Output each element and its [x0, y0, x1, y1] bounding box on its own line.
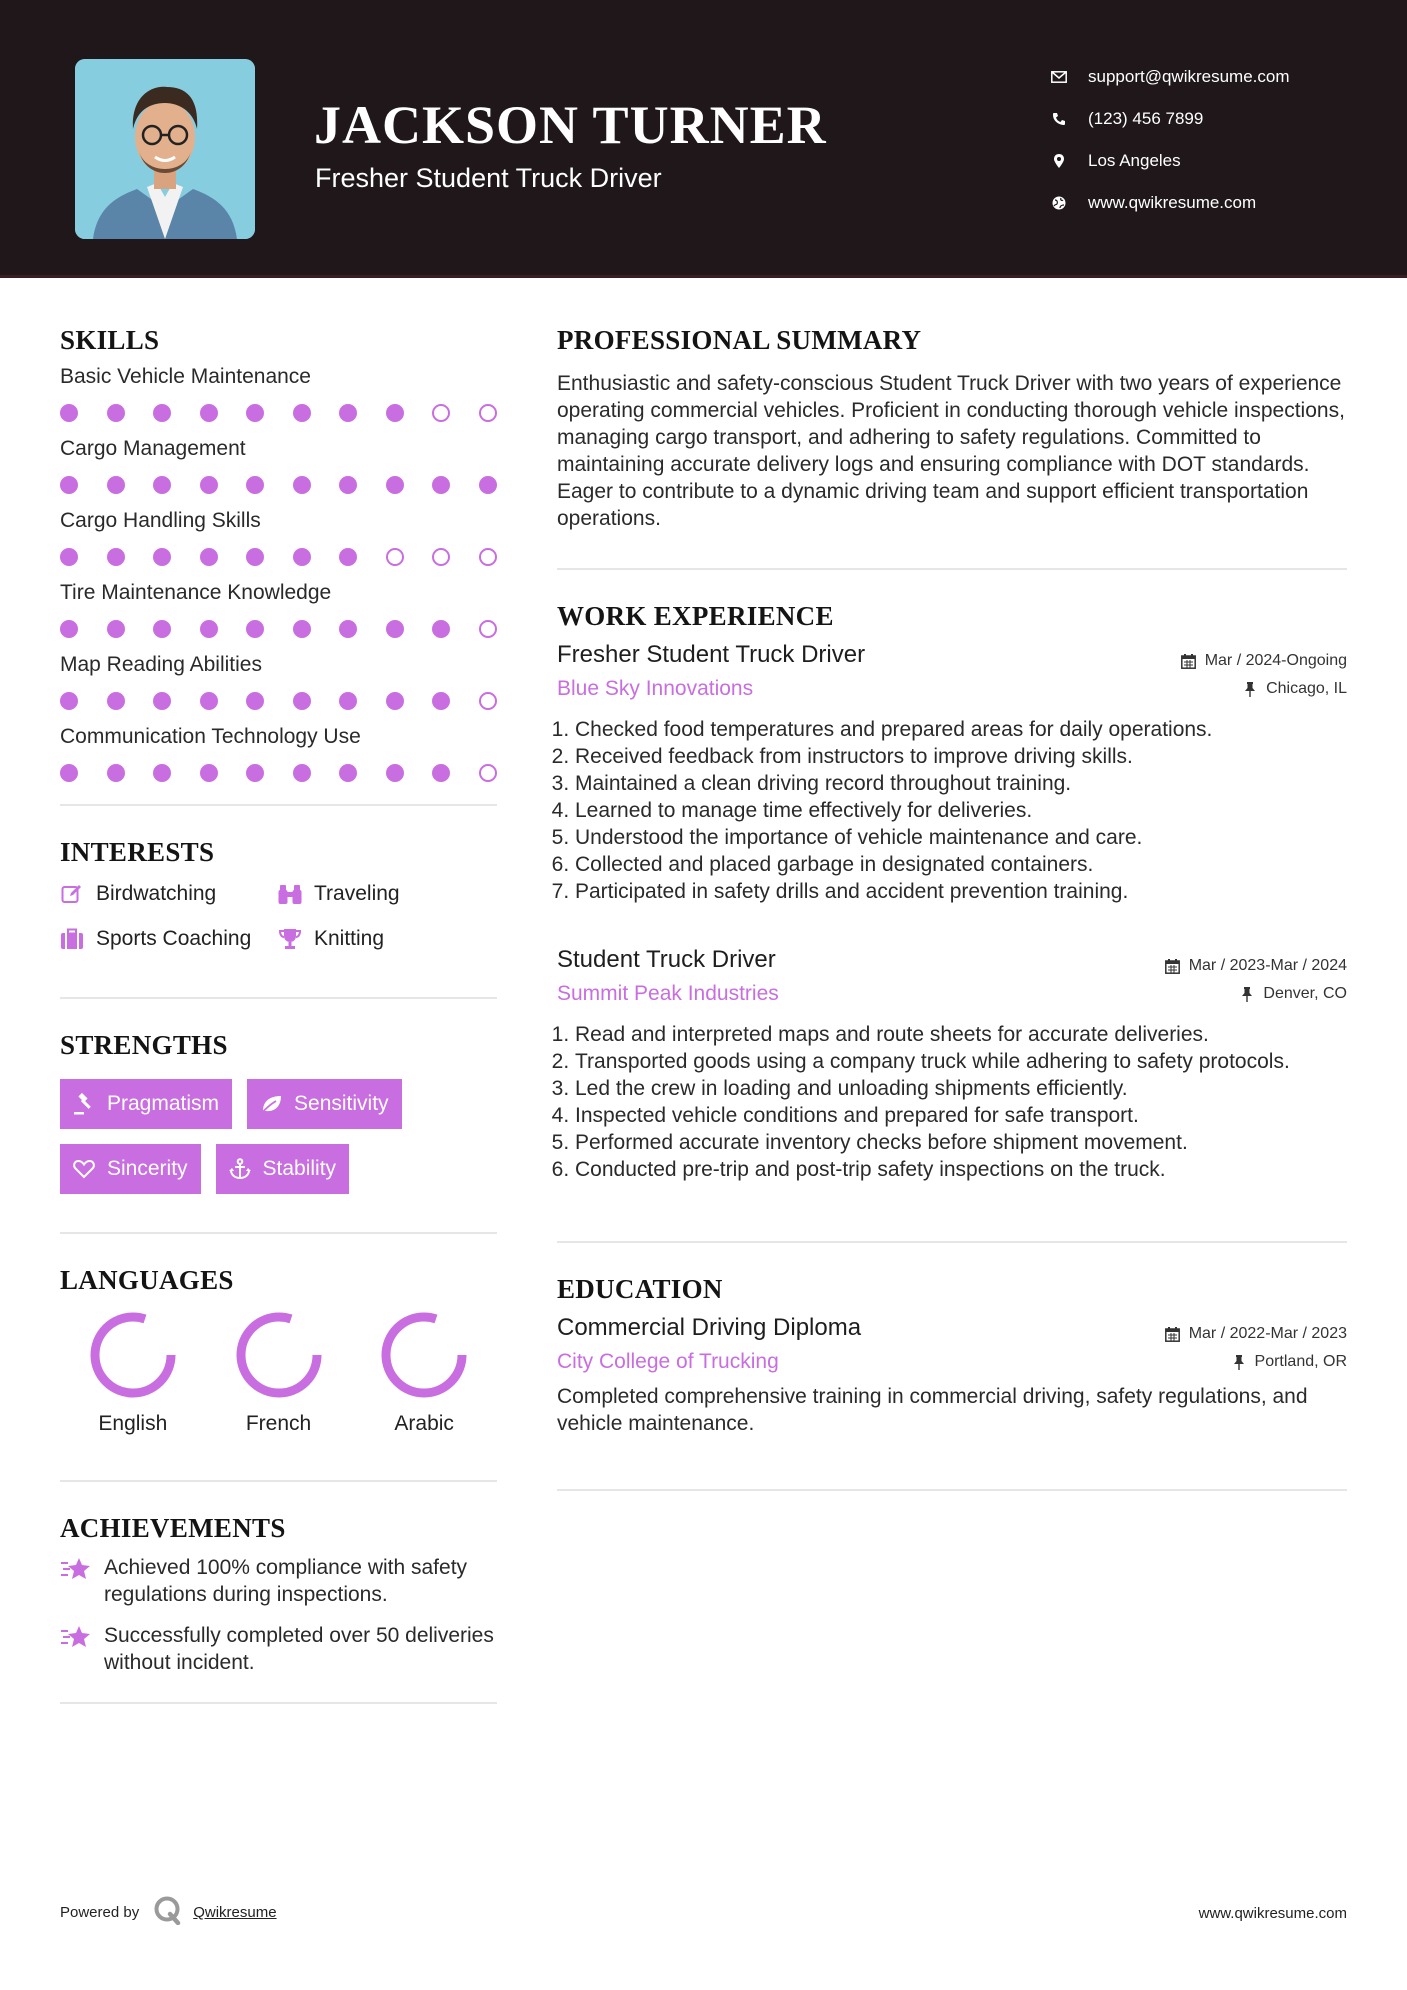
interest-label: Traveling: [314, 882, 400, 905]
skill-name: Tire Maintenance Knowledge: [60, 581, 332, 604]
interest-item: [278, 880, 478, 908]
rating-dot-filled: [153, 692, 171, 710]
job-location-text: Chicago, IL: [1266, 680, 1347, 697]
contact-email[interactable]: [1050, 56, 1290, 98]
job-bullet: 1. Checked food temperatures and prepared areas for daily operations.: [575, 716, 1347, 743]
rating-dot-filled: [246, 476, 264, 494]
rating-dot-filled: [432, 476, 450, 494]
left-column: [60, 320, 497, 1704]
rating-dot-filled: [200, 404, 218, 422]
rating-dot-filled: [339, 692, 357, 710]
rating-dot-filled: [432, 620, 450, 638]
skills-list: [60, 364, 497, 782]
contact-location: [1050, 140, 1290, 182]
job-bullet: 6. Collected and placed garbage in designated containers.: [575, 851, 1347, 878]
rating-dot-filled: [293, 476, 311, 494]
section-title: PROFESSIONAL SUMMARY: [557, 325, 922, 355]
divider: [60, 1702, 497, 1704]
contact-website[interactable]: [1050, 182, 1290, 224]
skill-name: Cargo Management: [60, 437, 246, 460]
rating-dot-filled: [107, 476, 125, 494]
skill-name: Map Reading Abilities: [60, 653, 262, 676]
footer-powered-by: [60, 1895, 277, 1930]
section-title: ACHIEVEMENTS: [60, 1513, 286, 1543]
leaf-icon: [260, 1093, 282, 1115]
language-gauge: [88, 1310, 178, 1400]
pencil-square-icon: [60, 882, 84, 906]
contact-info: [1050, 56, 1290, 224]
rating-dot-filled: [246, 404, 264, 422]
rating-dot-filled: [339, 764, 357, 782]
experience-section: [557, 596, 1347, 1183]
section-title: EDUCATION: [557, 1274, 723, 1304]
section-title: INTERESTS: [60, 837, 215, 867]
rating-dot-filled: [200, 764, 218, 782]
language-item: [351, 1310, 497, 1436]
job-title: Student Truck Driver: [557, 946, 776, 973]
section-title: STRENGTHS: [60, 1030, 228, 1060]
divider: [60, 997, 497, 999]
interests-list: [60, 880, 497, 953]
divider: [557, 568, 1347, 570]
strength-chip: [247, 1079, 402, 1129]
rating-dot-empty: [479, 404, 497, 422]
education-description: Completed comprehensive training in commercial driving, safety regulations, and vehicle maintenance.: [557, 1385, 1308, 1435]
strength-chip: [60, 1144, 201, 1194]
job-location-text: Denver, CO: [1263, 985, 1347, 1002]
skill-name: Communication Technology Use: [60, 725, 361, 748]
strengths-section: [60, 1025, 497, 1194]
interests-section: [60, 832, 497, 953]
rating-dot-empty: [479, 620, 497, 638]
rating-dot-filled: [60, 548, 78, 566]
job-bullets: [557, 716, 1347, 905]
strength-label: Sincerity: [107, 1157, 188, 1180]
heart-icon: [73, 1158, 95, 1180]
language-gauge: [234, 1310, 324, 1400]
job-date: [1181, 652, 1347, 670]
job-date: [1165, 957, 1347, 975]
rating-dot-empty: [386, 548, 404, 566]
education-date: [1165, 1325, 1347, 1343]
phone-text: (123) 456 7899: [1088, 109, 1204, 128]
achievement-text: Achieved 100% compliance with safety regulations during inspections.: [104, 1556, 468, 1606]
rating-dot-filled: [200, 692, 218, 710]
interest-item: [60, 880, 278, 908]
rating-dot-filled: [153, 548, 171, 566]
powered-by-text: Powered by: [60, 1904, 140, 1921]
anchor-icon: [229, 1158, 251, 1180]
location-text: Los Angeles: [1088, 151, 1181, 170]
rating-dot-filled: [200, 620, 218, 638]
achievement-item: [60, 1554, 497, 1608]
shooting-star-icon: [60, 1622, 92, 1652]
strength-label: Sensitivity: [294, 1092, 389, 1115]
qwikresume-logo-icon: [153, 1895, 183, 1930]
rating-dot-filled: [153, 404, 171, 422]
rating-dot-filled: [479, 476, 497, 494]
trophy-icon: [278, 927, 302, 951]
achievement-text: Successfully completed over 50 deliveries without incident.: [104, 1624, 494, 1674]
education-date-text: Mar / 2022-Mar / 2023: [1188, 1325, 1347, 1342]
job-bullet: 5. Performed accurate inventory checks before shipment movement.: [575, 1129, 1347, 1156]
languages-list: [60, 1310, 497, 1436]
rating-dot-filled: [107, 404, 125, 422]
school-name: City College of Trucking: [557, 1350, 779, 1373]
job-bullet: 6. Conducted pre-trip and post-trip safety inspections on the truck.: [575, 1156, 1347, 1183]
interest-item: [60, 925, 278, 953]
rating-dot-filled: [293, 764, 311, 782]
degree-title: Commercial Driving Diploma: [557, 1314, 862, 1341]
rating-dot-filled: [246, 620, 264, 638]
footer-website[interactable]: www.qwikresume.com: [1198, 1905, 1347, 1922]
rating-dot-filled: [107, 692, 125, 710]
skill-name: Cargo Handling Skills: [60, 509, 261, 532]
divider: [60, 804, 497, 806]
divider: [60, 1232, 497, 1234]
language-item: [60, 1310, 206, 1436]
language-item: [206, 1310, 352, 1436]
rating-dot-filled: [60, 620, 78, 638]
gavel-icon: [73, 1093, 95, 1115]
rating-dot-filled: [339, 548, 357, 566]
job-bullet: 3. Led the crew in loading and unloading shipments efficiently.: [575, 1075, 1347, 1102]
language-name: English: [98, 1412, 168, 1435]
skill-rating: [60, 620, 497, 638]
rating-dot-filled: [386, 692, 404, 710]
strength-label: Pragmatism: [107, 1092, 220, 1115]
company-name: Summit Peak Industries: [557, 982, 779, 1005]
language-gauge-arc: [386, 1317, 462, 1393]
skill-rating: [60, 476, 497, 494]
rating-dot-empty: [479, 548, 497, 566]
summary-text: Enthusiastic and safety-conscious Student Truck Driver with two years of experience operating commercial vehicles. Proficient in conducting thorough vehicle inspections, managing cargo transport, and adhering to safety regulations. Committed to maintaining accurate delivery logs and ensuring compliance with DOT standards. Eager to contribute to a dynamic driving team and support efficient transportation operations.: [557, 372, 1345, 530]
rating-dot-filled: [293, 548, 311, 566]
job-bullets: [557, 1021, 1347, 1183]
profile-photo: [75, 59, 255, 239]
education-location-text: Portland, OR: [1254, 1353, 1347, 1370]
job-bullet: 1. Read and interpreted maps and route sheets for accurate deliveries.: [575, 1021, 1347, 1048]
divider: [557, 1241, 1347, 1243]
job-bullet: 4. Inspected vehicle conditions and prepared for safe transport.: [575, 1102, 1347, 1129]
job-bullet: 4. Learned to manage time effectively for deliveries.: [575, 797, 1347, 824]
rating-dot-filled: [293, 620, 311, 638]
contact-phone[interactable]: [1050, 98, 1290, 140]
rating-dot-filled: [432, 692, 450, 710]
suitcase-icon: [60, 927, 84, 951]
rating-dot-filled: [246, 692, 264, 710]
rating-dot-filled: [386, 620, 404, 638]
right-column: [557, 320, 1347, 1491]
job-date-text: Mar / 2023-Mar / 2024: [1188, 957, 1347, 974]
divider: [60, 1480, 497, 1482]
job-bullet: 5. Understood the importance of vehicle maintenance and care.: [575, 824, 1347, 851]
rating-dot-empty: [479, 764, 497, 782]
rating-dot-filled: [386, 764, 404, 782]
pushpin-icon: [1242, 681, 1258, 697]
rating-dot-filled: [60, 692, 78, 710]
language-name: French: [245, 1412, 312, 1435]
pushpin-icon: [1231, 1354, 1247, 1370]
section-title: SKILLS: [60, 325, 160, 355]
education-location: [1231, 1353, 1347, 1371]
strengths-list: [60, 1079, 497, 1194]
section-title: LANGUAGES: [60, 1265, 234, 1295]
skill-rating: [60, 548, 497, 566]
rating-dot-filled: [339, 404, 357, 422]
rating-dot-filled: [153, 476, 171, 494]
skill-name: Basic Vehicle Maintenance: [60, 365, 311, 388]
skills-section: [60, 320, 497, 782]
phone-icon: [1050, 110, 1068, 128]
job-bullet: 3. Maintained a clean driving record throughout training.: [575, 770, 1347, 797]
rating-dot-filled: [246, 764, 264, 782]
skill-rating: [60, 692, 497, 710]
globe-icon: [1050, 194, 1068, 212]
strength-label: Stability: [262, 1157, 337, 1180]
skill-rating: [60, 404, 497, 422]
languages-section: [60, 1260, 497, 1436]
language-gauge-arc: [241, 1317, 317, 1393]
job-bullet: 2. Transported goods using a company truck while adhering to safety protocols.: [575, 1048, 1347, 1075]
section-title: WORK EXPERIENCE: [557, 601, 834, 631]
rating-dot-empty: [432, 548, 450, 566]
rating-dot-filled: [107, 764, 125, 782]
rating-dot-filled: [386, 404, 404, 422]
pushpin-icon: [1239, 986, 1255, 1002]
job-date-text: Mar / 2024-Ongoing: [1204, 652, 1347, 669]
job-entry: [557, 945, 1347, 1183]
education-entry: [557, 1313, 1347, 1437]
rating-dot-filled: [293, 404, 311, 422]
rating-dot-filled: [153, 620, 171, 638]
job-entry: [557, 640, 1347, 905]
company-name: Blue Sky Innovations: [557, 677, 754, 700]
map-pin-icon: [1050, 152, 1068, 170]
rating-dot-filled: [432, 764, 450, 782]
achievements-section: [60, 1508, 497, 1676]
rating-dot-filled: [153, 764, 171, 782]
website-text: www.qwikresume.com: [1088, 193, 1257, 212]
candidate-title: Fresher Student Truck Driver: [315, 163, 662, 193]
achievement-item: [60, 1622, 497, 1676]
job-location: [1242, 680, 1347, 698]
rating-dot-filled: [339, 476, 357, 494]
rating-dot-filled: [107, 620, 125, 638]
achievements-list: [60, 1554, 497, 1676]
education-section: [557, 1269, 1347, 1437]
job-bullet: 2. Received feedback from instructors to improve driving skills.: [575, 743, 1347, 770]
calendar-icon: [1165, 1326, 1181, 1342]
interest-label: Birdwatching: [96, 882, 217, 905]
language-name: Arabic: [394, 1412, 454, 1435]
rating-dot-empty: [432, 404, 450, 422]
rating-dot-filled: [386, 476, 404, 494]
interest-label: Knitting: [314, 927, 385, 950]
strength-chip: [216, 1144, 350, 1194]
email-text: support@qwikresume.com: [1088, 67, 1290, 86]
job-location: [1239, 985, 1347, 1003]
job-bullet: 7. Participated in safety drills and accident prevention training.: [575, 878, 1347, 905]
rating-dot-filled: [60, 404, 78, 422]
strength-chip: [60, 1079, 232, 1129]
rating-dot-filled: [107, 548, 125, 566]
skill-rating: [60, 764, 497, 782]
rating-dot-filled: [246, 548, 264, 566]
rating-dot-filled: [200, 476, 218, 494]
rating-dot-filled: [293, 692, 311, 710]
interest-label: Sports Coaching: [96, 927, 252, 950]
header-divider: [0, 275, 1407, 278]
rating-dot-filled: [339, 620, 357, 638]
summary-section: [557, 320, 1347, 532]
envelope-icon: [1050, 68, 1068, 86]
rating-dot-empty: [479, 692, 497, 710]
brand-link[interactable]: Qwikresume: [193, 1904, 277, 1921]
calendar-icon: [1181, 653, 1197, 669]
candidate-name: JACKSON TURNER: [314, 95, 827, 155]
binoculars-icon: [278, 882, 302, 906]
divider: [557, 1489, 1347, 1491]
interest-item: [278, 925, 478, 953]
rating-dot-filled: [200, 548, 218, 566]
rating-dot-filled: [60, 476, 78, 494]
job-title: Fresher Student Truck Driver: [557, 641, 866, 668]
rating-dot-filled: [60, 764, 78, 782]
shooting-star-icon: [60, 1554, 92, 1584]
language-gauge-arc: [95, 1317, 171, 1393]
calendar-icon: [1165, 958, 1181, 974]
language-gauge: [379, 1310, 469, 1400]
